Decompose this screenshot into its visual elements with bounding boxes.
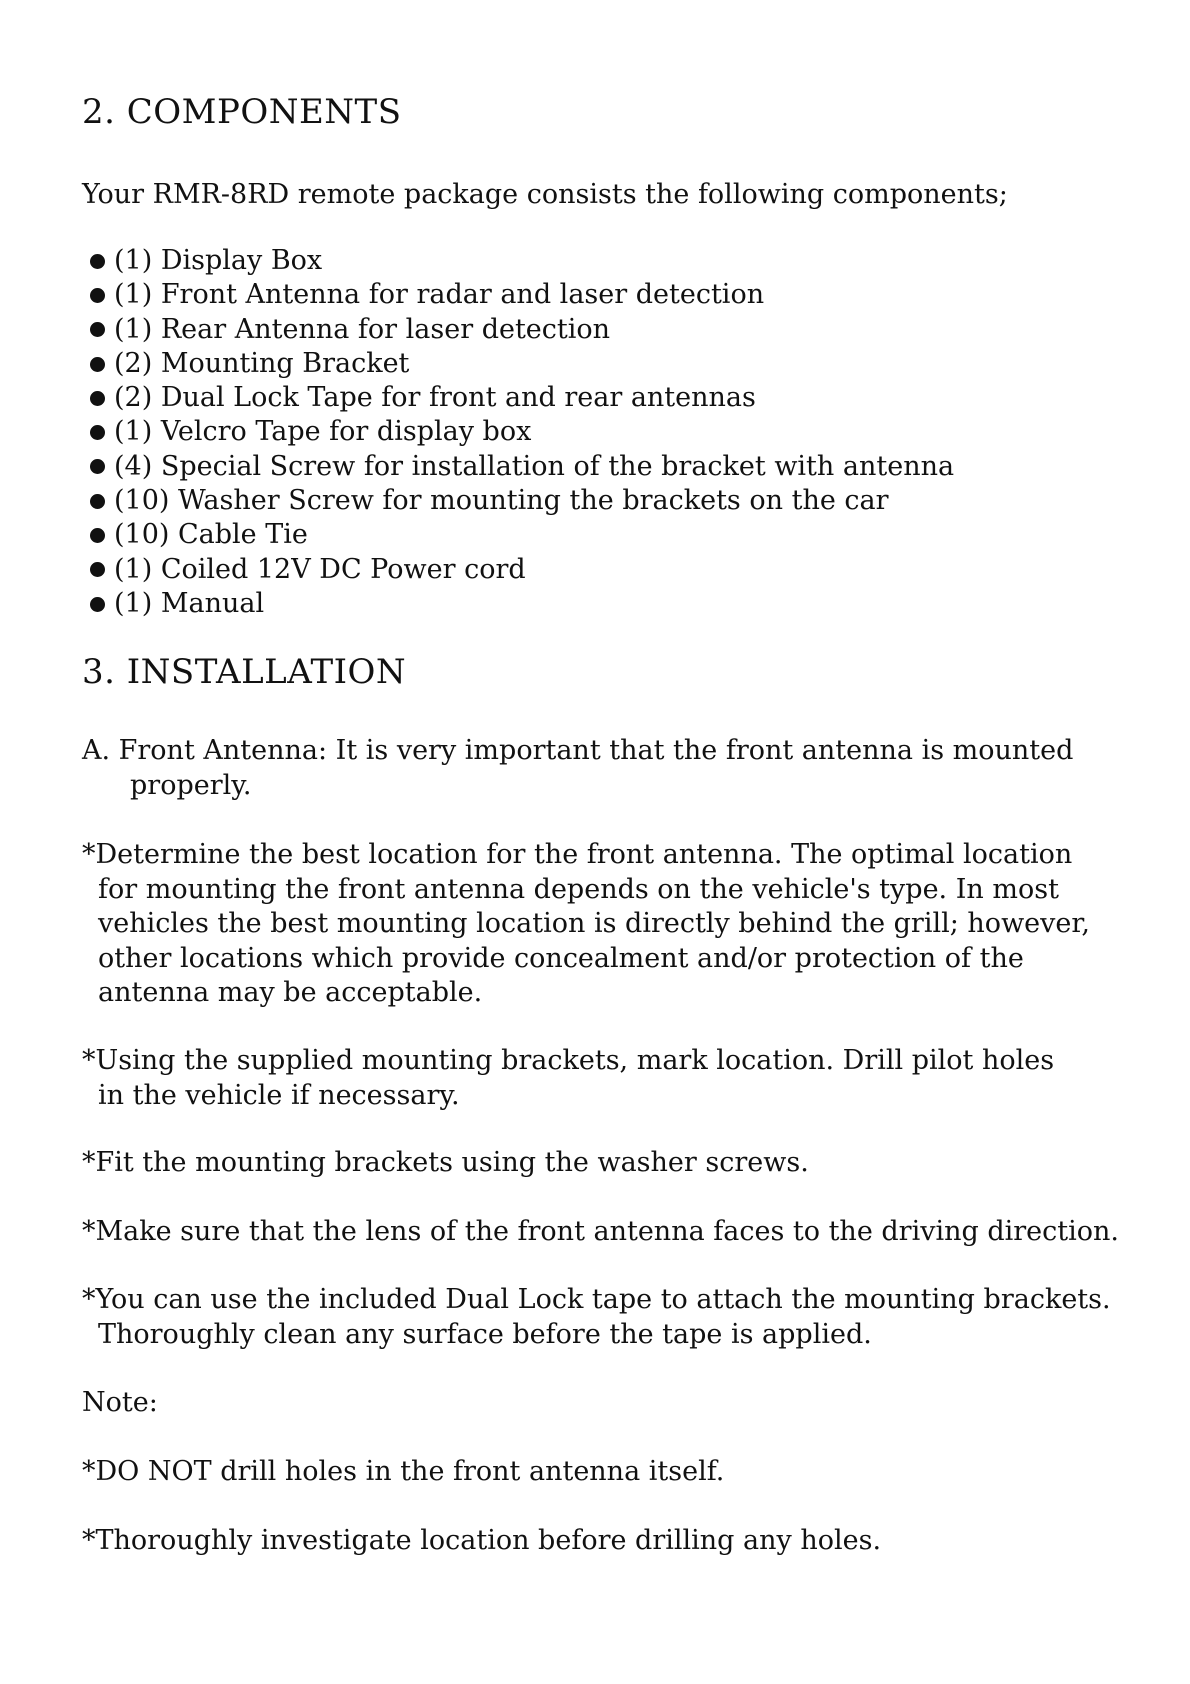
bullet-icon	[90, 597, 105, 612]
bullet-icon	[90, 459, 105, 474]
step-lens-direction: *Make sure that the lens of the front antenna faces to the driving direction.	[82, 1216, 1119, 1247]
bullet-icon	[90, 288, 105, 303]
installation-heading: 3. INSTALLATION	[82, 652, 407, 692]
note-label: Note:	[82, 1387, 158, 1418]
list-item: (1) Front Antenna for radar and laser detection	[90, 278, 954, 312]
list-item: (10) Cable Tie	[90, 518, 954, 552]
list-item: (1) Rear Antenna for laser detection	[90, 313, 954, 347]
step-fit-brackets: *Fit the mounting brackets using the washer screws.	[82, 1147, 809, 1178]
note-investigate: *Thoroughly investigate location before drilling any holes.	[82, 1525, 882, 1556]
bullet-icon	[90, 562, 105, 577]
list-item: (1) Velcro Tape for display box	[90, 415, 954, 449]
list-item: (2) Dual Lock Tape for front and rear antennas	[90, 381, 954, 415]
list-item: (1) Manual	[90, 587, 954, 621]
components-intro: Your RMR-8RD remote package consists the following components;	[82, 179, 1008, 210]
list-item: (10) Washer Screw for mounting the brackets on the car	[90, 484, 954, 518]
list-item: (4) Special Screw for installation of the bracket with antenna	[90, 450, 954, 484]
bullet-icon	[90, 391, 105, 406]
bullet-icon	[90, 425, 105, 440]
step-dual-lock-tape: *You can use the included Dual Lock tape to attach the mounting brackets. Thoroughly clean any surface before the tape is applied.	[82, 1284, 1111, 1350]
list-item: (1) Coiled 12V DC Power cord	[90, 553, 954, 587]
list-item: (2) Mounting Bracket	[90, 347, 954, 381]
front-antenna-item: A. Front Antenna: It is very important that the front antenna is mounted properly.	[82, 735, 1074, 801]
bullet-icon	[90, 528, 105, 543]
components-list	[90, 244, 954, 621]
step-determine-location: *Determine the best location for the front antenna. The optimal location for mounting the front antenna depends on the vehicle's type. In most vehicles the best mounting location is directly behind the grill; however, other locations which provide concealment and/or protection of the antenna may be acceptable.	[82, 839, 1090, 1008]
bullet-icon	[90, 322, 105, 337]
bullet-icon	[90, 357, 105, 372]
note-no-drill: *DO NOT drill holes in the front antenna itself.	[82, 1456, 725, 1487]
components-heading: 2. COMPONENTS	[82, 92, 402, 132]
bullet-icon	[90, 494, 105, 509]
bullet-icon	[90, 254, 105, 269]
step-mark-location: *Using the supplied mounting brackets, mark location. Drill pilot holes in the vehicle if necessary.	[82, 1045, 1055, 1111]
list-item: (1) Display Box	[90, 244, 954, 278]
